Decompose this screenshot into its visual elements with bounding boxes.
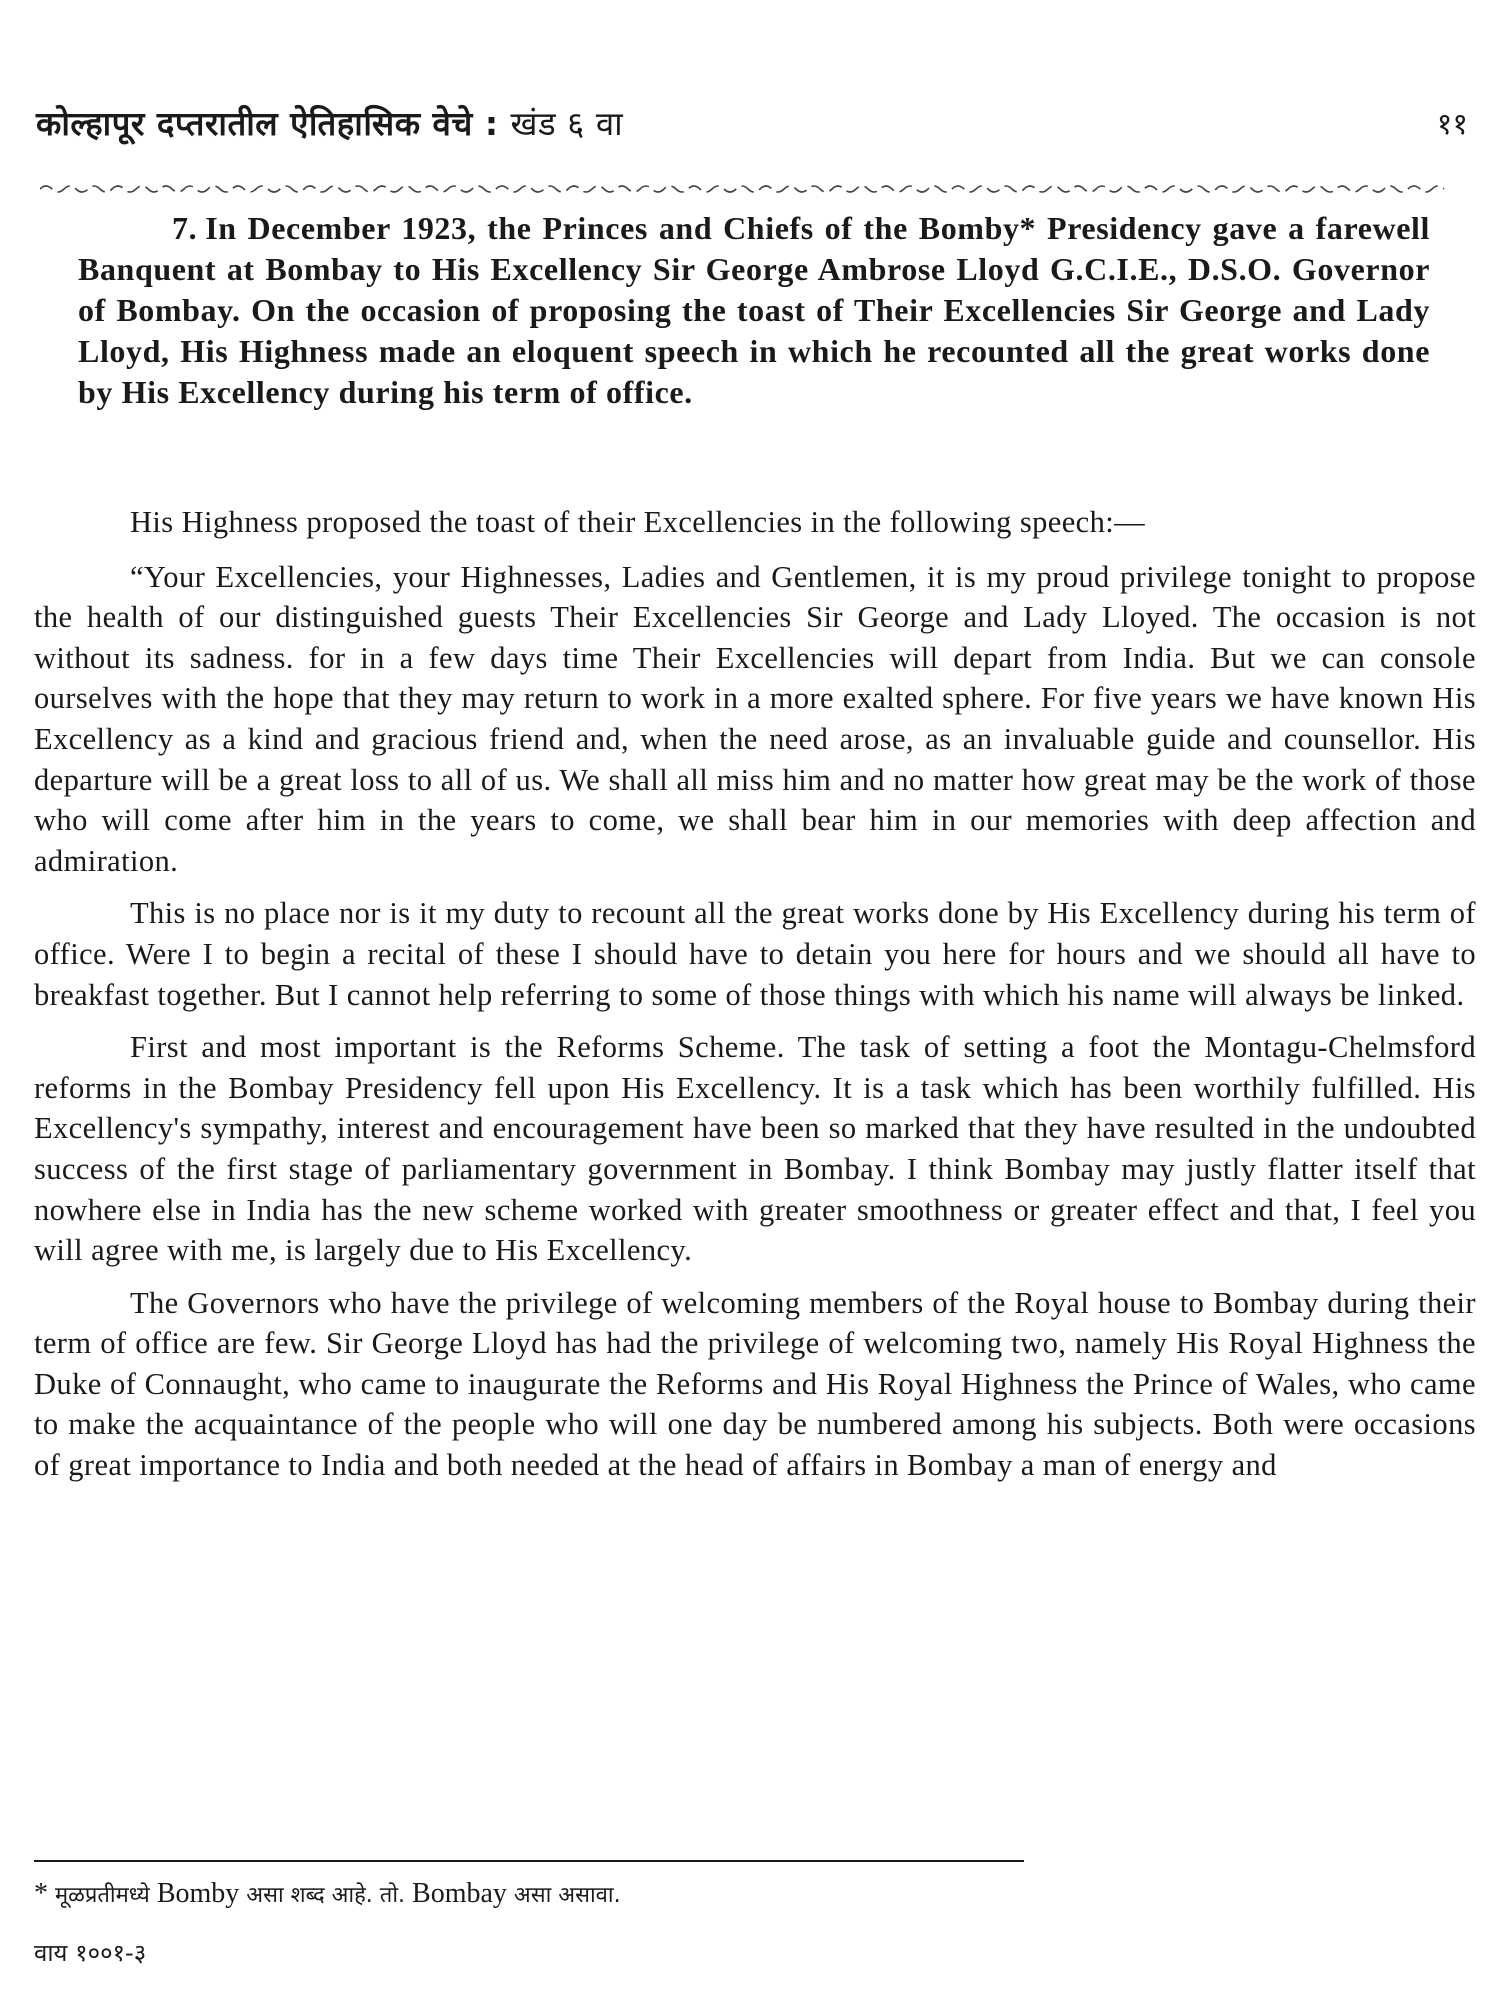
tilde-divider (40, 182, 1484, 196)
intro-text: In December 1923, the Princes and Chiefs of the Bomby* Presidency gave a farewell Banquent at Bombay to His Excellency Sir George Ambrose Lloyd G.C.I.E., D.S.O. Governor of Bombay. On the occasion of proposing the toast of Their Excellencies Sir George and Lady Lloyd, His Highness made an eloquent speech in which he recounted all the great works done by His Excellency during his term of office. (78, 210, 1430, 410)
footnote-divider (34, 1860, 1024, 1862)
section-number: 7. (172, 210, 198, 246)
paragraph-lead: His Highness proposed the toast of their Excellencies in the following speech:— (130, 505, 1146, 539)
paragraph: “Your Excellencies, your Highnesses, Ladies and Gentlemen, it is my proud privilege tonight to propose the health of our distinguished guests Their Excellencies Sir George and Lady Lloyed. The occasion is not without its sadness. for in a few days time Their Excellencies will depart from India. But we can console ourselves with the hope that they may return to work in a more exalted sphere. For five years we have known His Excellency as a kind and gracious friend and, when the need arose, as an invaluable guide and counsellor. His departure will be a great loss to all of us. We shall all miss him and no matter how great may be the work of those who will come after him in the years to come, we shall bear him in our memories with deep affection and admiration. (34, 559, 1476, 878)
paragraph: First and most important is the Reforms Scheme. The task of setting a foot the Montagu-Chelmsford reforms in the Bombay Presidency fell upon His Excellency. It is a task which has been worthily fulfilled. His Excellency's sympathy, interest and encouragement have been so marked that they have resulted in the undoubted success of the first stage of parliamentary government in Bombay. I think Bombay may justly flatter itself that nowhere else in India has the new scheme worked with greater smoothness or greater effect and that, I feel you will agree with me, is largely due to His Excellency. (34, 1030, 1476, 1268)
paragraph: This is no place nor is it my duty to recount all the great works done by His Excellency during his term of office. Were I to begin a recital of these I should have to detain you here for hours and we should all have to breakfast together. But I cannot help referring to some of those things with which his name will always be linked. (34, 896, 1476, 1012)
footnote-marathi-3: असा असावा. (513, 1883, 621, 1908)
speech-body (34, 502, 1476, 1498)
book-title (36, 100, 623, 145)
footnote-marker: * (34, 1878, 48, 1909)
paragraph: The Governors who have the privilege of welcoming members of the Royal house to Bombay during their term of office are few. Sir George Lloyd has had the privilege of welcoming two, namely His Royal Highness the Duke of Connaught, who came to inaugurate the Reforms and His Royal Highness the Prince of Wales, who came to make the acquaintance of the people who will one day be numbered among his subjects. Both were occasions of great importance to India and both needed at the head of affairs in Bombay a man of energy and (34, 1285, 1476, 1483)
footnote-word-1: Bomby (156, 1878, 240, 1909)
footnote-word-2: Bombay (412, 1878, 507, 1909)
footnote-marathi-1: मूळप्रतीमध्ये (55, 1883, 150, 1908)
book-title-text: कोल्हापूर दप्तरातील ऐतिहासिक वेचे : (36, 104, 499, 143)
volume-label: खंड ६ वा (510, 104, 624, 143)
footnote-marathi-2: असा शब्द आहे. तो. (246, 1883, 406, 1908)
running-header (36, 100, 1480, 160)
intro-summary (78, 208, 1430, 413)
page-number: ११ (1436, 107, 1468, 142)
footnote (34, 1876, 621, 1914)
print-signature-code: वाय १००१-३ (34, 1939, 147, 1967)
header-tilde-rule (40, 182, 1484, 196)
